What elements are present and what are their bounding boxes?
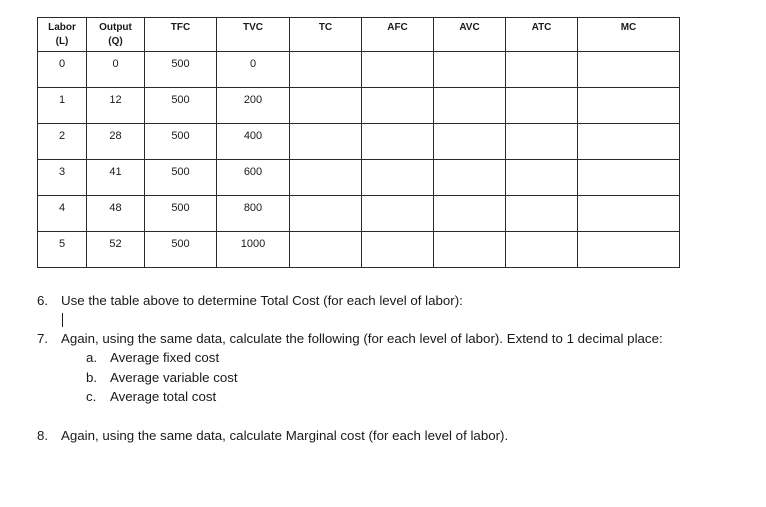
questions-section	[37, 291, 757, 445]
header-tvc: TVC	[217, 18, 290, 52]
cell-tvc: 800	[217, 196, 290, 232]
cell-tc	[290, 160, 362, 196]
cell-atc	[506, 160, 578, 196]
cell-mc	[578, 232, 680, 268]
cell-afc	[362, 88, 434, 124]
cell-output: 52	[87, 232, 145, 268]
table-row	[38, 88, 680, 124]
table-row	[38, 52, 680, 88]
cell-avc	[434, 196, 506, 232]
cell-tfc: 500	[145, 88, 217, 124]
question-7-text: Again, using the same data, calculate the following (for each level of labor). Extend to 1 decimal place:	[61, 330, 663, 346]
question-7	[37, 329, 757, 349]
cost-table	[37, 17, 680, 268]
table-row	[38, 232, 680, 268]
cell-afc	[362, 52, 434, 88]
cell-tvc: 0	[217, 52, 290, 88]
table-row	[38, 124, 680, 160]
question-6-number: 6.	[37, 293, 49, 308]
header-atc: ATC	[506, 18, 578, 52]
cell-afc	[362, 232, 434, 268]
question-8-text: Again, using the same data, calculate Marginal cost (for each level of labor).	[61, 427, 509, 443]
header-avc: AVC	[434, 18, 506, 52]
cell-mc	[578, 88, 680, 124]
cell-tvc: 600	[217, 160, 290, 196]
cell-avc	[434, 160, 506, 196]
cell-labor: 0	[38, 52, 87, 88]
text-cursor	[62, 313, 63, 327]
cell-atc	[506, 88, 578, 124]
header-tfc: TFC	[145, 18, 217, 52]
cell-mc	[578, 196, 680, 232]
cell-atc	[506, 124, 578, 160]
cell-mc	[578, 52, 680, 88]
cell-atc	[506, 52, 578, 88]
cell-avc	[434, 124, 506, 160]
cell-tc	[290, 196, 362, 232]
question-7-item-c: c. Average total cost	[86, 389, 217, 404]
question-8	[37, 426, 757, 446]
cell-labor: 4	[38, 196, 87, 232]
cell-avc	[434, 88, 506, 124]
cell-tfc: 500	[145, 52, 217, 88]
cell-tfc: 500	[145, 124, 217, 160]
question-7-number: 7.	[37, 330, 49, 346]
cell-output: 28	[87, 124, 145, 160]
question-8-number: 8.	[37, 427, 49, 443]
cell-afc	[362, 196, 434, 232]
cell-tc	[290, 52, 362, 88]
header-output: Output (Q)	[87, 18, 145, 52]
cell-afc	[362, 160, 434, 196]
cell-tfc: 500	[145, 232, 217, 268]
cell-tc	[290, 88, 362, 124]
cell-tfc: 500	[145, 160, 217, 196]
question-6	[37, 291, 757, 311]
cell-labor: 1	[38, 88, 87, 124]
cell-avc	[434, 52, 506, 88]
cell-output: 12	[87, 88, 145, 124]
cell-output: 48	[87, 196, 145, 232]
table-row	[38, 160, 680, 196]
cell-labor: 3	[38, 160, 87, 196]
header-tc: TC	[290, 18, 362, 52]
cell-tvc: 200	[217, 88, 290, 124]
cell-tvc: 400	[217, 124, 290, 160]
cell-mc	[578, 124, 680, 160]
cell-tfc: 500	[145, 196, 217, 232]
cell-avc	[434, 232, 506, 268]
question-7-item-a: a. Average fixed cost	[86, 350, 220, 365]
table-row	[38, 196, 680, 232]
question-7-item-b: b. Average variable cost	[86, 369, 238, 385]
header-mc: MC	[578, 18, 680, 52]
cell-tvc: 1000	[217, 232, 290, 268]
cell-output: 41	[87, 160, 145, 196]
cell-atc	[506, 196, 578, 232]
cell-output: 0	[87, 52, 145, 88]
cell-tc	[290, 232, 362, 268]
cell-atc	[506, 232, 578, 268]
cell-afc	[362, 124, 434, 160]
cell-labor: 2	[38, 124, 87, 160]
cell-mc	[578, 160, 680, 196]
table-body	[38, 52, 680, 268]
cell-labor: 5	[38, 232, 87, 268]
table-header-row	[38, 18, 680, 52]
header-afc: AFC	[362, 18, 434, 52]
header-labor: Labor (L)	[38, 18, 87, 52]
cell-tc	[290, 124, 362, 160]
question-6-text: Use the table above to determine Total Cost (for each level of labor):	[61, 293, 463, 308]
